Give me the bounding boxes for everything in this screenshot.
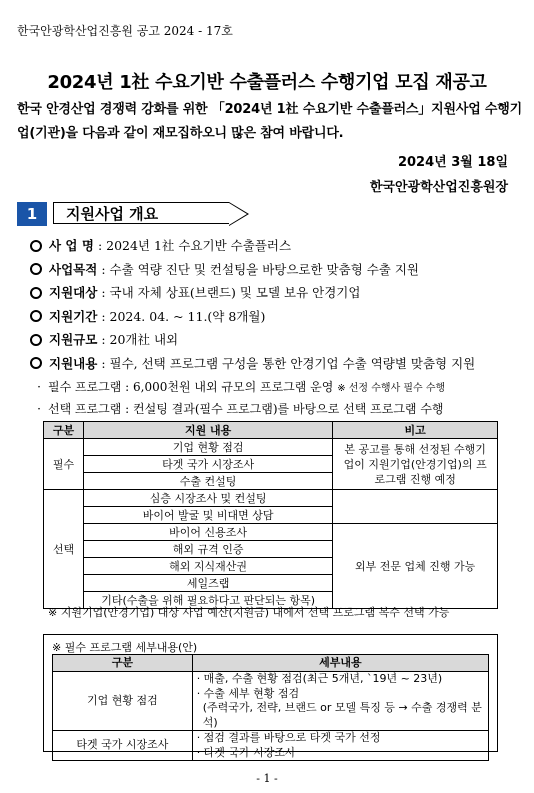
- program-cell: 해외 지식재산권: [83, 558, 332, 575]
- table-header-row: [53, 655, 489, 672]
- overview-item: 사 업 명 : 2024년 1社 수요기반 수출플러스: [30, 236, 520, 260]
- circle-bullet-icon: [30, 240, 42, 252]
- overview-item: 지원대상 : 국내 자체 상표(브랜드) 및 모델 보유 안경기업: [30, 283, 520, 307]
- section-number: 1: [17, 202, 47, 226]
- section-heading: [17, 202, 247, 226]
- detail-box-title: ※ 필수 프로그램 세부내용(안): [52, 641, 198, 654]
- detail-content-cell: [192, 731, 488, 761]
- overview-item: 지원기간 : 2024. 04. ~ 11.(약 8개월): [30, 307, 520, 331]
- remark-cell: 외부 전문 업체 진행 가능: [333, 524, 498, 609]
- detail-box: [43, 634, 498, 759]
- program-cell: 수출 컨설팅: [83, 473, 332, 490]
- program-cell: 기업 현황 점검: [83, 439, 332, 456]
- table-row: [53, 672, 489, 731]
- detail-content-cell: [192, 672, 488, 731]
- detail-line: · 매출, 수출 현황 점검(최근 5개년, `19년 ~ 23년): [196, 672, 443, 685]
- program-note: ※ 선정 수행사 필수 수행: [337, 383, 446, 394]
- program-sub-item: · 선택 프로그램 : 컨설팅 결과(필수 프로그램)를 바탕으로 선택 프로그램 수행: [30, 399, 520, 421]
- detail-category-cell: 타겟 국가 시장조사: [53, 731, 193, 761]
- remark-cell: [333, 490, 498, 524]
- dot-bullet-icon: ·: [37, 380, 41, 394]
- program-cell: 해외 규격 인증: [83, 541, 332, 558]
- program-cell: 기타(수출을 위해 필요하다고 판단되는 항목): [83, 592, 332, 609]
- table-row: [53, 731, 489, 761]
- detail-line: · 타겟 국가 시장조사: [196, 745, 296, 759]
- overview-item: 지원규모 : 20개社 내외: [30, 330, 520, 354]
- intro-paragraph: 한국 안경산업 경쟁력 강화를 위한 「2024년 1社 수요기반 수출플러스」지원사업 수행기업(기관)을 다음과 같이 재모집하오니 많은 참여 바랍니다.: [17, 102, 522, 141]
- remark-cell: 본 공고를 통해 선정된 수행기업이 지원기업(안경기업)의 프로그램 진행 예정: [333, 439, 498, 490]
- program-cell: 타겟 국가 시장조사: [83, 456, 332, 473]
- agency-name: 한국안광학산업진흥원장: [369, 180, 508, 195]
- category-cell: 선택: [44, 490, 84, 609]
- category-cell: 필수: [44, 439, 84, 490]
- table-header: 비고: [333, 422, 498, 439]
- detail-line: · 수출 세부 현황 점검: [196, 686, 300, 700]
- program-cell: 세일즈랩: [83, 575, 332, 592]
- dot-bullet-icon: ·: [37, 402, 41, 416]
- program-cell: 바이어 신용조사: [83, 524, 332, 541]
- program-table: [43, 421, 498, 609]
- document-title: 2024년 1社 수요기반 수출플러스 수행기업 모집 재공고: [47, 72, 487, 93]
- circle-bullet-icon: [30, 310, 42, 322]
- program-cell: 바이어 발굴 및 비대면 상담: [83, 507, 332, 524]
- table-footnote: ※ 지원기업(안경기업) 대상 사업 예산(지원금) 내에서 선택 프로그램 복수 선택 가능: [48, 606, 450, 619]
- overview-item: 지원내용 : 필수, 선택 프로그램 구성을 통한 안경기업 수출 역량별 맞춤형 지원: [30, 354, 520, 378]
- detail-category-cell: 기업 현황 점검: [53, 672, 193, 731]
- table-row: [44, 439, 498, 456]
- table-header: 세부내용: [192, 655, 488, 672]
- notice-number: 한국안광학산업진흥원 공고 2024 - 17호: [17, 24, 233, 38]
- page-number: - 1 -: [256, 772, 278, 785]
- table-header: 지원 내용: [83, 422, 332, 439]
- table-header-row: [44, 422, 498, 439]
- circle-bullet-icon: [30, 334, 42, 346]
- notice-date: 2024년 3월 18일: [397, 155, 508, 170]
- section-title: 지원사업 개요: [53, 202, 229, 224]
- detail-table: [52, 654, 489, 761]
- overview-item: 사업목적 : 수출 역량 진단 및 컨설팅을 바탕으로한 맞춤형 수출 지원: [30, 260, 520, 284]
- table-row: [44, 524, 498, 541]
- circle-bullet-icon: [30, 357, 42, 369]
- overview-list: [30, 236, 520, 421]
- table-header: 구분: [53, 655, 193, 672]
- table-row: [44, 490, 498, 507]
- program-cell: 심층 시장조사 및 컨설팅: [83, 490, 332, 507]
- detail-line: · 점검 결과를 바탕으로 타겟 국가 선정: [196, 731, 381, 744]
- program-sub-item: · 필수 프로그램 : 6,000천원 내외 규모의 프로그램 운영 ※ 선정 수행사 필수 수행: [30, 377, 520, 399]
- circle-bullet-icon: [30, 287, 42, 299]
- table-header: 구분: [44, 422, 84, 439]
- circle-bullet-icon: [30, 263, 42, 275]
- detail-line: (주력국가, 전략, 브랜드 or 모델 특징 등 → 수출 경쟁력 분석): [202, 701, 482, 729]
